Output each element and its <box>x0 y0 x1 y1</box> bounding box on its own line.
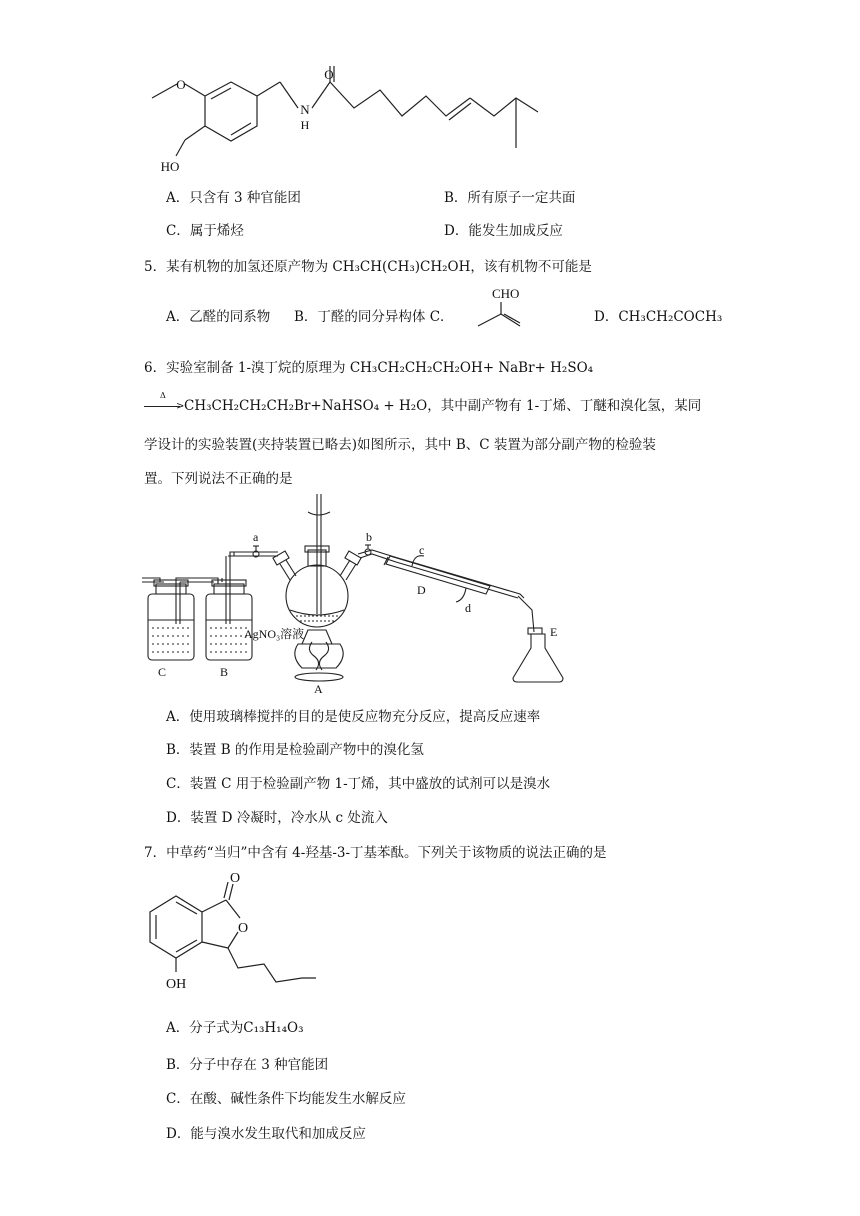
q6-stem-line4: 置。下列说法不正确的是 <box>144 471 293 487</box>
q5-stem: 5．某有机物的加氢还原产物为 CH₃CH(CH₃)CH₂OH，该有机物不可能是 <box>144 259 592 275</box>
q5-option-d: D．CH₃CH₂COCH₃ <box>594 309 723 325</box>
q6-option-d: D．装置 D 冷凝时，冷水从 c 处流入 <box>166 810 388 826</box>
q7-option-c: C．在酸、碱性条件下均能发生水解反应 <box>166 1091 406 1107</box>
label-D: D <box>417 583 426 597</box>
svg-text:O: O <box>176 77 186 92</box>
q7-option-a-formula: C₁₃H₁₄O₃ <box>243 1020 304 1036</box>
reaction-arrow: Δ > <box>144 400 184 414</box>
q4-option-c: C．属于烯烃 <box>166 223 244 239</box>
n-label: N <box>300 102 310 117</box>
cho-label: CHO <box>492 286 520 301</box>
oxygen-label: O <box>324 67 334 82</box>
q7-option-a <box>166 1016 303 1036</box>
o-top-label: O <box>230 871 241 886</box>
q6-option-c: C．装置 C 用于检验副产物 1-丁烯，其中盛放的试剂可以是溴水 <box>166 776 551 792</box>
q4-option-b: B．所有原子一定共面 <box>444 190 576 206</box>
butylphthalide-structure <box>140 868 340 996</box>
q7-stem: 7．中草药“当归”中含有 4-羟基-3-丁基苯酞。下列关于该物质的说法正确的是 <box>144 845 607 861</box>
ho-label: HO <box>160 159 180 174</box>
q6-stem-line1: 6．实验室制备 1-溴丁烷的原理为 CH₃CH₂CH₂CH₂OH+ NaBr+ H₂SO₄ <box>144 360 594 376</box>
label-d: d <box>465 601 471 615</box>
label-b: b <box>366 530 372 544</box>
q5-option-a: A．乙醛的同系物 <box>166 309 271 325</box>
q4-option-d: D．能发生加成反应 <box>444 223 563 239</box>
label-agno3: AgNO₃溶液 <box>244 627 305 641</box>
apparatus-diagram <box>140 494 580 696</box>
q5-option-c-structure <box>466 284 536 334</box>
q7-option-b: B．分子中存在 3 种官能团 <box>166 1057 329 1073</box>
label-C: C <box>158 665 167 679</box>
q6-stem-line2: CH₃CH₂CH₂CH₂Br+NaHSO₄ + H₂O，其中副产物有 1-丁烯、丁醚和溴化氢，某同 <box>184 398 702 414</box>
label-B: B <box>220 665 229 679</box>
q6-option-b: B．装置 B 的作用是检验副产物中的溴化氢 <box>166 742 424 758</box>
heat-mark: Δ <box>160 390 166 400</box>
q6-stem-line2-wrap <box>144 390 702 414</box>
q7-option-d: D．能与溴水发生取代和加成反应 <box>166 1126 366 1142</box>
h-label: H <box>300 118 310 132</box>
o-ring-label: O <box>238 921 249 936</box>
label-A: A <box>314 682 323 696</box>
q6-stem-line3: 学设计的实验装置(夹持装置已略去)如图所示，其中 B、C 装置为部分副产物的检验装 <box>144 437 656 453</box>
q6-option-a: A．使用玻璃棒搅拌的目的是使反应物充分反应，提高反应速率 <box>166 709 541 725</box>
q4-option-a: A．只含有 3 种官能团 <box>166 190 301 206</box>
label-c: c <box>419 543 425 557</box>
label-a: a <box>253 530 259 544</box>
label-E: E <box>550 625 558 639</box>
capsaicin-structure-detail <box>140 62 570 180</box>
q5-option-b: B．丁醛的同分异构体 C． <box>294 309 454 325</box>
q7-option-a-prefix: A．分子式为 <box>166 1020 244 1036</box>
oh-label: OH <box>166 977 187 992</box>
